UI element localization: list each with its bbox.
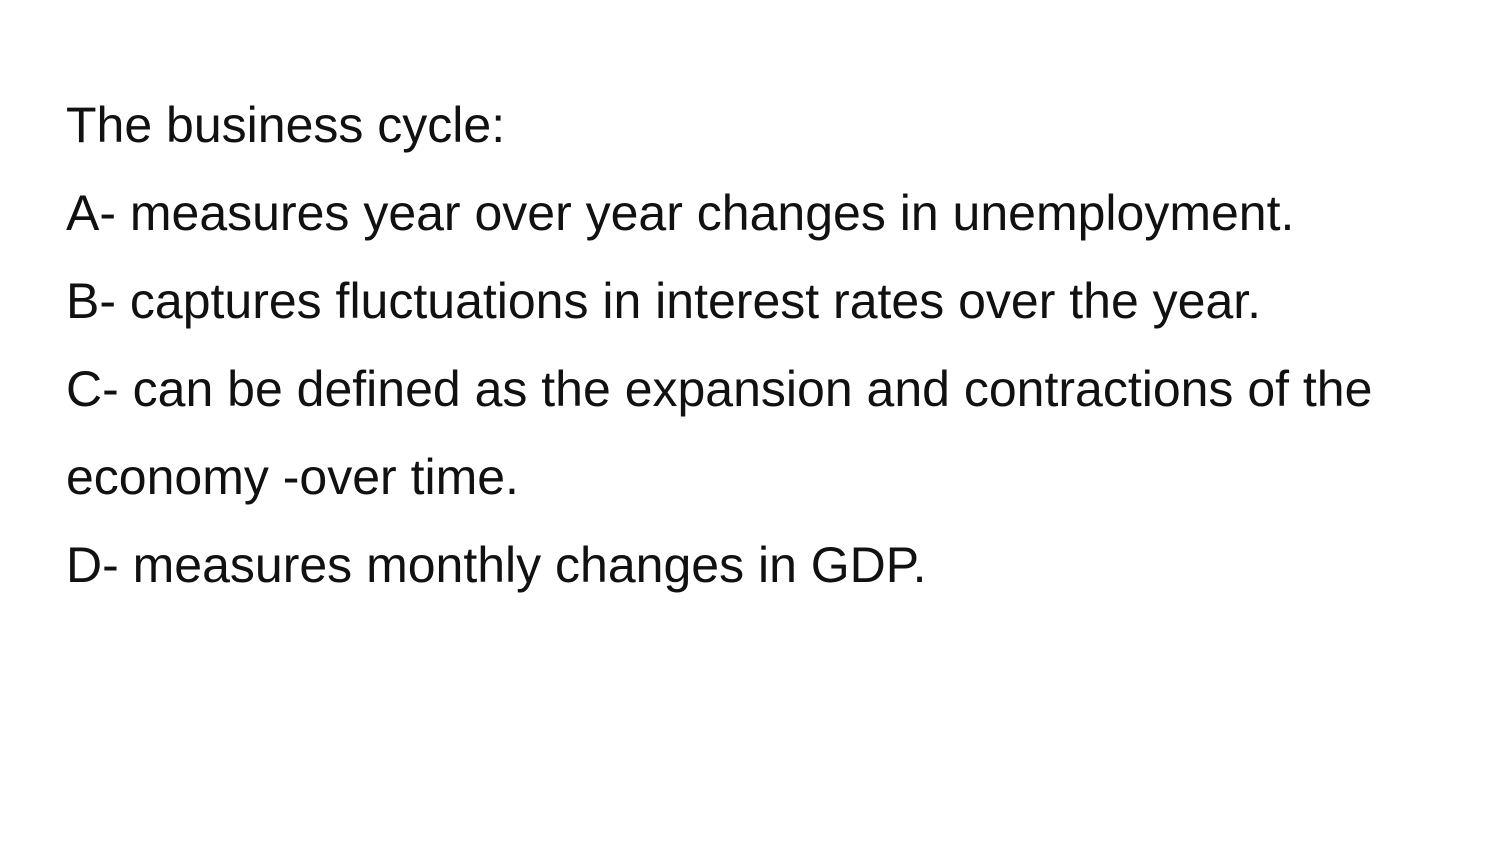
- question-stem: The business cycle:: [66, 97, 506, 153]
- option-d: D- measures monthly changes in GDP.: [66, 537, 927, 593]
- question-block: [66, 81, 1396, 609]
- option-a: A- measures year over year changes in unemployment.: [66, 185, 1295, 241]
- option-c: C- can be defined as the expansion and contractions of the economy -over time.: [66, 361, 1373, 505]
- option-b: B- captures fluctuations in interest rates over the year.: [66, 273, 1262, 329]
